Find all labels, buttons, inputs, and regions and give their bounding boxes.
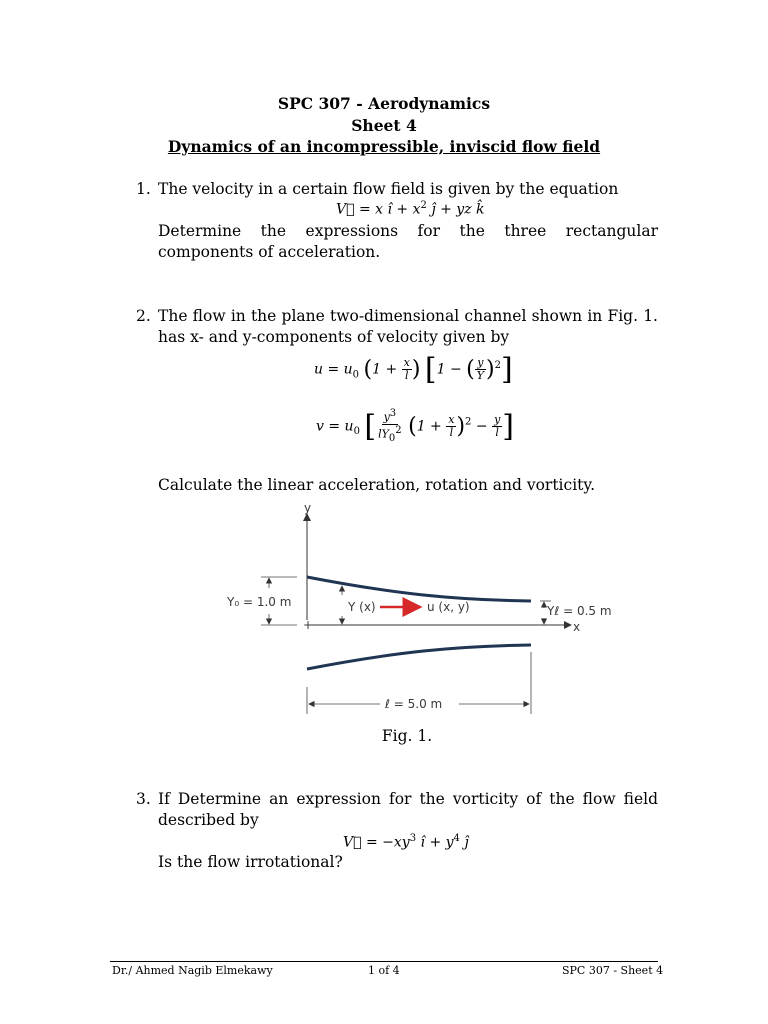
yl-label: Yℓ = 0.5 m [547, 604, 612, 618]
footer-author: Dr./ Ahmed Nagib Elmekawy [112, 964, 273, 977]
topic-title: Dynamics of an incompressible, inviscid flow field [167, 137, 601, 156]
lower-wall [307, 645, 531, 669]
footer-course-sheet: SPC 307 - Sheet 4 [562, 964, 664, 977]
velocity-u-equation: $u = u_0$ (1 + $\frac{x}{l}$ ) [1 − ( $\frac{y}{Y}$ )$^2$] [314, 352, 513, 387]
footer-rule [110, 961, 658, 962]
length-label: ℓ = 5.0 m [385, 697, 443, 711]
problem-1-number: 1. [136, 180, 151, 198]
problem-3-question: Is the flow irrotational? [158, 853, 343, 871]
y0-label: Y₀ = 1.0 m [227, 595, 292, 609]
channel-figure [215, 502, 615, 724]
problem-3-equation: V⃗ = $-xy^3$ î + $y^4$ ĵ [343, 833, 469, 851]
velocity-v-equation: $v = u_0$ [ $\frac{y3}{lY02}$ (1 + $\frac{x}{l}$ )$^2$ − $\frac{y}{l}$ ] [316, 408, 514, 444]
problem-3-number: 3. [136, 790, 151, 808]
sheet-title: Sheet 4 [351, 116, 417, 135]
problem-1-text: The velocity in a certain flow field is given by the equation [158, 180, 619, 198]
upper-wall [307, 577, 531, 601]
problem-1-question: Determine the expressions for the three rectangular components of acceleration. [158, 222, 658, 261]
y-axis-label: y [304, 502, 312, 515]
yx-label: Y (x) [348, 600, 376, 614]
problem-3-text: If Determine an expression for the vorticity of the flow field described by [158, 790, 658, 829]
course-title: SPC 307 - Aerodynamics [277, 94, 491, 113]
u-label: u (x, y) [427, 600, 470, 614]
problem-2-text: The flow in the plane two-dimensional channel shown in Fig. 1. has x- and y-components of velocity given by [158, 307, 658, 346]
footer-page: 1 of 4 [368, 964, 400, 977]
problem-1-equation: V⃗ = x î + $x^2$ ĵ + yz k̂ [336, 200, 485, 218]
figure-caption: Fig. 1. [381, 727, 433, 745]
problem-2-question: Calculate the linear acceleration, rotation and vorticity. [158, 476, 596, 494]
svg-text:+: + [303, 618, 314, 632]
x-axis-label: x [573, 620, 581, 634]
problem-2-number: 2. [136, 307, 151, 325]
